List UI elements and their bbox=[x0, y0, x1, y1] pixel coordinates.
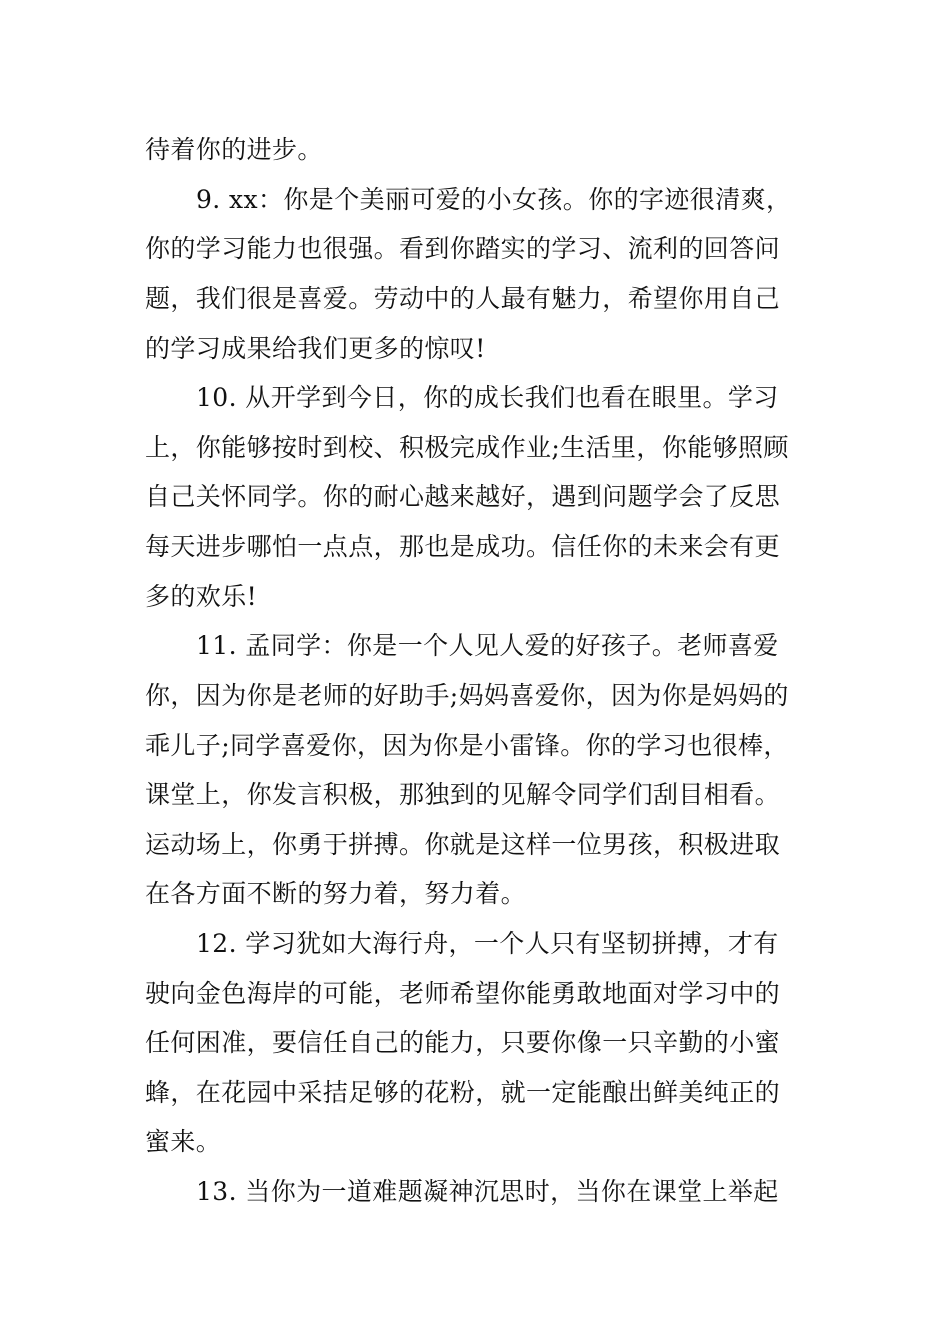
text-line: 每天进步哪怕一点点，那也是成功。信任你的未来会有更 bbox=[145, 532, 781, 561]
text-line: 待着你的进步。 bbox=[145, 135, 323, 164]
text-line: 自己关怀同学。你的耐心越来越好，遇到问题学会了反思 bbox=[145, 482, 781, 511]
paragraph-start-line: 9. xx：你是个美丽可爱的小女孩。你的字迹很清爽， bbox=[196, 185, 792, 214]
text-line: 多的欢乐! bbox=[145, 582, 258, 611]
text-line: 任何困准，要信任自己的能力，只要你像一只辛勤的小蜜 bbox=[145, 1028, 781, 1057]
paragraph-start-line: 13. 当你为一道难题凝神沉思时，当你在课堂上举起 bbox=[196, 1177, 779, 1206]
text-line: 的学习成果给我们更多的惊叹! bbox=[145, 334, 486, 363]
paragraph-start-line: 11. 孟同学：你是一个人见人爱的好孩子。老师喜爱 bbox=[196, 631, 779, 660]
text-line: 乖儿子;同学喜爱你，因为你是小雷锋。你的学习也很棒， bbox=[145, 731, 789, 760]
text-line: 题，我们很是喜爱。劳动中的人最有魅力，希望你用自己 bbox=[145, 284, 781, 313]
paragraph-start-line: 10. 从开学到今日，你的成长我们也看在眼里。学习 bbox=[196, 383, 779, 412]
paragraph-start-line: 12. 学习犹如大海行舟，一个人只有坚韧拼搏，才有 bbox=[196, 929, 779, 958]
text-line: 你，因为你是老师的好助手;妈妈喜爱你，因为你是妈妈的 bbox=[145, 681, 789, 710]
text-line: 运动场上，你勇于拼搏。你就是这样一位男孩，积极进取 bbox=[145, 830, 781, 859]
text-line: 上，你能够按时到校、积极完成作业;生活里，你能够照顾 bbox=[145, 433, 789, 462]
text-line: 蜜来。 bbox=[145, 1127, 222, 1156]
text-line: 在各方面不断的努力着，努力着。 bbox=[145, 879, 527, 908]
text-line: 蜂，在花园中采拮足够的花粉，就一定能酿出鲜美纯正的 bbox=[145, 1078, 781, 1107]
text-line: 驶向金色海岸的可能，老师希望你能勇敢地面对学习中的 bbox=[145, 979, 781, 1008]
text-line: 课堂上，你发言积极，那独到的见解令同学们刮目相看。 bbox=[145, 780, 781, 809]
text-line: 你的学习能力也很强。看到你踏实的学习、流利的回答问 bbox=[145, 234, 781, 263]
